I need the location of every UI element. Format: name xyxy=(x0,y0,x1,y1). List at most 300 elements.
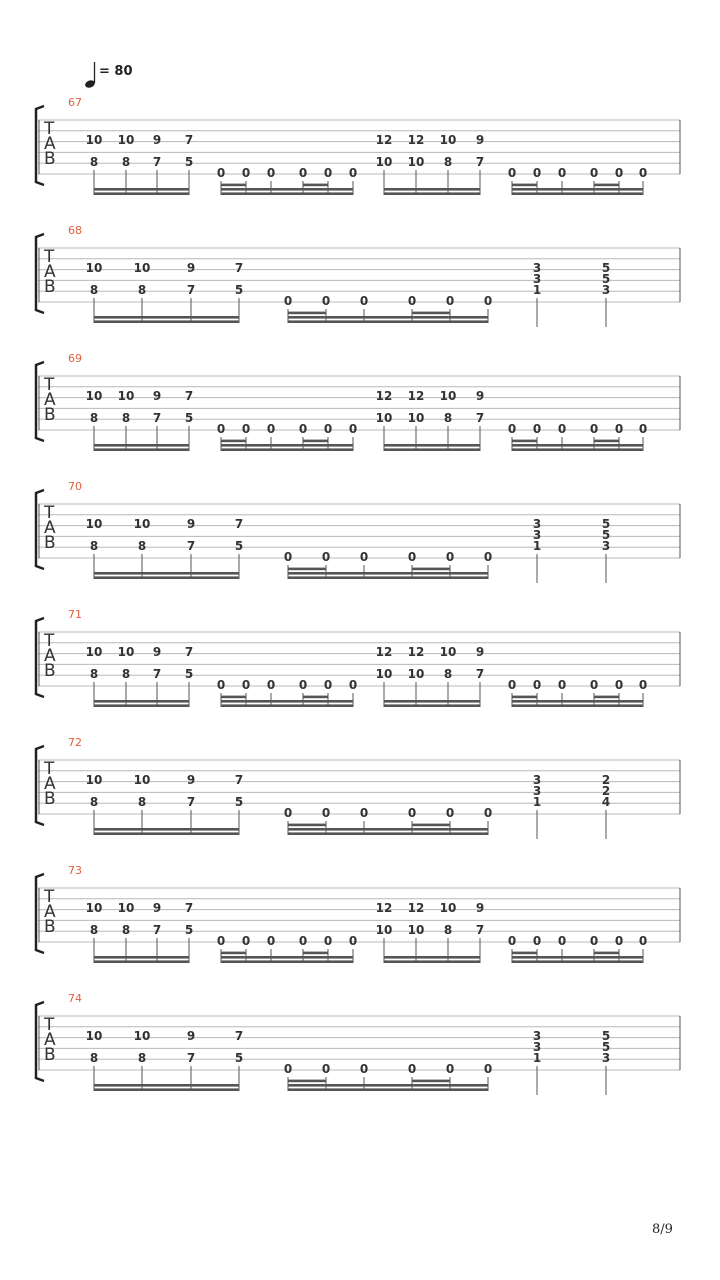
fret-number: 10 xyxy=(375,155,393,169)
beam-tertiary xyxy=(512,440,537,443)
tab-clef-letter: B xyxy=(44,405,56,425)
fret-number: 9 xyxy=(186,1029,196,1043)
beam-secondary xyxy=(221,956,353,959)
fret-number: 9 xyxy=(186,773,196,787)
fret-number: 0 xyxy=(321,1062,331,1076)
fret-number: 10 xyxy=(117,133,135,147)
fret-number: 0 xyxy=(216,678,226,692)
fret-number: 10 xyxy=(85,901,103,915)
fret-number: 10 xyxy=(85,389,103,403)
beam-primary xyxy=(512,960,643,963)
beam-secondary xyxy=(94,700,189,703)
fret-number: 9 xyxy=(475,645,485,659)
beam-primary xyxy=(384,448,480,451)
fret-number: 5 xyxy=(234,795,244,809)
fret-number: 9 xyxy=(186,261,196,275)
fret-number: 0 xyxy=(283,1062,293,1076)
beam-tertiary xyxy=(412,824,450,827)
chord-fret-number: 5 xyxy=(601,1040,611,1054)
beam-secondary xyxy=(94,572,239,575)
chord-fret-number: 3 xyxy=(532,1029,542,1043)
tab-system-68 xyxy=(36,224,680,327)
tab-clef-letter: T xyxy=(44,759,55,779)
fret-number: 0 xyxy=(283,806,293,820)
fret-number: 0 xyxy=(638,934,648,948)
fret-number: 8 xyxy=(443,923,453,937)
fret-number: 7 xyxy=(152,923,162,937)
beam-tertiary xyxy=(288,824,326,827)
system-bracket xyxy=(36,234,44,313)
fret-number: 5 xyxy=(234,539,244,553)
fret-number: 7 xyxy=(184,133,194,147)
fret-number: 0 xyxy=(507,422,517,436)
fret-number: 0 xyxy=(445,550,455,564)
fret-number: 9 xyxy=(475,389,485,403)
beam-secondary xyxy=(512,444,643,447)
tab-system-74 xyxy=(36,992,680,1095)
fret-number: 10 xyxy=(133,773,151,787)
chord-fret-number: 3 xyxy=(532,272,542,286)
beam-tertiary xyxy=(412,312,450,315)
fret-number: 10 xyxy=(375,923,393,937)
beam-secondary xyxy=(94,316,239,319)
system-bracket xyxy=(36,618,44,697)
fret-number: 0 xyxy=(614,422,624,436)
fret-number: 0 xyxy=(507,934,517,948)
tab-clef-letter: T xyxy=(44,503,55,523)
tab-clef-letter: A xyxy=(44,646,56,666)
fret-number: 7 xyxy=(475,411,485,425)
beam-primary xyxy=(512,448,643,451)
fret-number: 0 xyxy=(638,422,648,436)
beam-tertiary xyxy=(221,184,246,187)
chord-fret-number: 3 xyxy=(532,773,542,787)
tab-clef-letter: B xyxy=(44,277,56,297)
beam-tertiary xyxy=(221,440,246,443)
fret-number: 10 xyxy=(85,133,103,147)
fret-number: 0 xyxy=(323,934,333,948)
fret-number: 0 xyxy=(298,422,308,436)
fret-number: 7 xyxy=(152,411,162,425)
tab-clef-letter: B xyxy=(44,149,56,169)
beam-primary xyxy=(288,1088,488,1091)
tempo-value: = 80 xyxy=(99,64,133,79)
chord-fret-number: 1 xyxy=(532,539,542,553)
fret-number: 0 xyxy=(348,678,358,692)
fret-number: 12 xyxy=(375,901,393,915)
fret-number: 0 xyxy=(216,166,226,180)
fret-number: 8 xyxy=(443,411,453,425)
fret-number: 0 xyxy=(283,550,293,564)
tab-clef-letter: T xyxy=(44,1015,55,1035)
fret-number: 0 xyxy=(483,806,493,820)
beam-primary xyxy=(288,320,488,323)
fret-number: 0 xyxy=(445,806,455,820)
fret-number: 0 xyxy=(445,1062,455,1076)
fret-number: 0 xyxy=(614,166,624,180)
fret-number: 8 xyxy=(89,539,99,553)
beam-secondary xyxy=(512,188,643,191)
beam-tertiary xyxy=(303,952,328,955)
beam-tertiary xyxy=(288,312,326,315)
fret-number: 10 xyxy=(407,411,425,425)
fret-number: 10 xyxy=(133,1029,151,1043)
beam-tertiary xyxy=(412,568,450,571)
fret-number: 0 xyxy=(266,678,276,692)
beam-tertiary xyxy=(594,696,619,699)
fret-number: 8 xyxy=(89,923,99,937)
fret-number: 8 xyxy=(89,1051,99,1065)
fret-number: 0 xyxy=(614,678,624,692)
tab-system-70 xyxy=(36,480,680,583)
fret-number: 8 xyxy=(137,795,147,809)
measure-number: 69 xyxy=(68,352,82,365)
beam-secondary xyxy=(384,700,480,703)
beam-secondary xyxy=(384,956,480,959)
chord-fret-number: 1 xyxy=(532,283,542,297)
fret-number: 0 xyxy=(557,166,567,180)
fret-number: 0 xyxy=(507,166,517,180)
tab-clef-letter: T xyxy=(44,247,55,267)
beam-tertiary xyxy=(512,184,537,187)
fret-number: 10 xyxy=(85,517,103,531)
page-number: 8/9 xyxy=(652,1222,673,1237)
beam-tertiary xyxy=(303,696,328,699)
beam-tertiary xyxy=(594,184,619,187)
fret-number: 0 xyxy=(407,806,417,820)
beam-primary xyxy=(221,960,353,963)
fret-number: 0 xyxy=(638,166,648,180)
beam-secondary xyxy=(288,828,488,831)
measure-number: 70 xyxy=(68,480,82,493)
fret-number: 0 xyxy=(348,422,358,436)
fret-number: 0 xyxy=(407,550,417,564)
fret-number: 0 xyxy=(359,294,369,308)
fret-number: 10 xyxy=(439,901,457,915)
fret-number: 10 xyxy=(407,155,425,169)
tab-clef-letter: A xyxy=(44,390,56,410)
beam-primary xyxy=(512,192,643,195)
chord-fret-number: 5 xyxy=(601,517,611,531)
fret-number: 0 xyxy=(241,678,251,692)
fret-number: 8 xyxy=(121,923,131,937)
fret-number: 7 xyxy=(184,645,194,659)
fret-number: 0 xyxy=(321,806,331,820)
fret-number: 0 xyxy=(445,294,455,308)
fret-number: 5 xyxy=(184,155,194,169)
beam-secondary xyxy=(221,700,353,703)
beam-tertiary xyxy=(412,1080,450,1083)
fret-number: 7 xyxy=(184,901,194,915)
measure-number: 74 xyxy=(68,992,82,1005)
system-bracket xyxy=(36,746,44,825)
fret-number: 10 xyxy=(133,517,151,531)
fret-number: 0 xyxy=(589,678,599,692)
fret-number: 7 xyxy=(186,1051,196,1065)
beam-primary xyxy=(288,576,488,579)
tab-systems xyxy=(36,96,680,1095)
beam-tertiary xyxy=(512,952,537,955)
fret-number: 10 xyxy=(117,389,135,403)
fret-number: 0 xyxy=(532,166,542,180)
chord-fret-number: 1 xyxy=(532,1051,542,1065)
chord-fret-number: 1 xyxy=(532,795,542,809)
fret-number: 12 xyxy=(407,901,425,915)
chord-fret-number: 5 xyxy=(601,272,611,286)
beam-tertiary xyxy=(594,440,619,443)
fret-number: 7 xyxy=(152,155,162,169)
tab-system-71 xyxy=(36,608,680,707)
fret-number: 0 xyxy=(483,550,493,564)
fret-number: 10 xyxy=(375,411,393,425)
fret-number: 8 xyxy=(89,283,99,297)
fret-number: 5 xyxy=(184,411,194,425)
fret-number: 8 xyxy=(89,155,99,169)
measure-number: 67 xyxy=(68,96,82,109)
beam-tertiary xyxy=(303,184,328,187)
fret-number: 5 xyxy=(184,667,194,681)
fret-number: 0 xyxy=(359,550,369,564)
tab-clef-letter: B xyxy=(44,917,56,937)
fret-number: 10 xyxy=(85,773,103,787)
tab-clef-letter: T xyxy=(44,375,55,395)
measure-number: 73 xyxy=(68,864,82,877)
fret-number: 7 xyxy=(152,667,162,681)
chord-fret-number: 2 xyxy=(601,773,611,787)
fret-number: 0 xyxy=(348,934,358,948)
chord-fret-number: 3 xyxy=(601,539,611,553)
fret-number: 10 xyxy=(439,645,457,659)
fret-number: 12 xyxy=(407,389,425,403)
fret-number: 8 xyxy=(89,411,99,425)
beam-primary xyxy=(221,704,353,707)
tab-system-73 xyxy=(36,864,680,963)
fret-number: 12 xyxy=(375,133,393,147)
fret-number: 0 xyxy=(298,934,308,948)
fret-number: 0 xyxy=(638,678,648,692)
fret-number: 5 xyxy=(184,923,194,937)
beam-primary xyxy=(94,320,239,323)
fret-number: 8 xyxy=(121,667,131,681)
fret-number: 0 xyxy=(266,934,276,948)
chord-fret-number: 4 xyxy=(601,795,611,809)
fret-number: 7 xyxy=(184,389,194,403)
beam-tertiary xyxy=(303,440,328,443)
fret-number: 0 xyxy=(323,678,333,692)
tab-system-67 xyxy=(36,96,680,195)
beam-tertiary xyxy=(288,568,326,571)
fret-number: 0 xyxy=(323,166,333,180)
beam-secondary xyxy=(384,188,480,191)
tab-clef-letter: A xyxy=(44,774,56,794)
fret-number: 0 xyxy=(298,678,308,692)
chord-fret-number: 5 xyxy=(601,261,611,275)
beam-primary xyxy=(94,832,239,835)
beam-primary xyxy=(288,832,488,835)
fret-number: 0 xyxy=(507,678,517,692)
fret-number: 10 xyxy=(407,923,425,937)
beam-tertiary xyxy=(512,696,537,699)
beam-tertiary xyxy=(594,952,619,955)
fret-number: 8 xyxy=(137,283,147,297)
fret-number: 7 xyxy=(475,155,485,169)
fret-number: 12 xyxy=(407,133,425,147)
fret-number: 8 xyxy=(443,667,453,681)
beam-secondary xyxy=(94,444,189,447)
chord-fret-number: 3 xyxy=(532,1040,542,1054)
fret-number: 8 xyxy=(89,795,99,809)
beam-primary xyxy=(94,448,189,451)
system-bracket xyxy=(36,106,44,185)
fret-number: 7 xyxy=(234,773,244,787)
fret-number: 0 xyxy=(532,422,542,436)
beam-secondary xyxy=(94,828,239,831)
fret-number: 0 xyxy=(614,934,624,948)
fret-number: 0 xyxy=(589,934,599,948)
beam-primary xyxy=(221,192,353,195)
tab-clef-letter: B xyxy=(44,533,56,553)
fret-number: 9 xyxy=(152,389,162,403)
fret-number: 7 xyxy=(234,1029,244,1043)
measure-number: 72 xyxy=(68,736,82,749)
system-bracket xyxy=(36,874,44,953)
fret-number: 8 xyxy=(137,539,147,553)
fret-number: 5 xyxy=(234,283,244,297)
chord-fret-number: 3 xyxy=(532,261,542,275)
fret-number: 12 xyxy=(375,645,393,659)
fret-number: 0 xyxy=(483,294,493,308)
chord-fret-number: 3 xyxy=(601,1051,611,1065)
fret-number: 10 xyxy=(375,667,393,681)
beam-tertiary xyxy=(221,696,246,699)
fret-number: 10 xyxy=(117,645,135,659)
tab-clef-letter: T xyxy=(44,119,55,139)
fret-number: 10 xyxy=(85,1029,103,1043)
beam-primary xyxy=(384,192,480,195)
beam-primary xyxy=(221,448,353,451)
fret-number: 9 xyxy=(475,901,485,915)
fret-number: 0 xyxy=(241,934,251,948)
fret-number: 9 xyxy=(152,901,162,915)
beam-secondary xyxy=(288,572,488,575)
tab-clef-letter: B xyxy=(44,1045,56,1065)
tab-clef-letter: T xyxy=(44,887,55,907)
fret-number: 9 xyxy=(186,517,196,531)
fret-number: 10 xyxy=(439,389,457,403)
beam-primary xyxy=(512,704,643,707)
fret-number: 7 xyxy=(186,795,196,809)
system-bracket xyxy=(36,1002,44,1081)
fret-number: 7 xyxy=(234,517,244,531)
tab-clef-letter: A xyxy=(44,518,56,538)
fret-number: 0 xyxy=(407,294,417,308)
fret-number: 0 xyxy=(216,934,226,948)
beam-secondary xyxy=(221,444,353,447)
fret-number: 8 xyxy=(137,1051,147,1065)
fret-number: 0 xyxy=(321,294,331,308)
fret-number: 0 xyxy=(266,166,276,180)
fret-number: 0 xyxy=(241,422,251,436)
measure-number: 68 xyxy=(68,224,82,237)
beam-tertiary xyxy=(221,952,246,955)
beam-primary xyxy=(94,704,189,707)
tab-system-69 xyxy=(36,352,680,451)
beam-secondary xyxy=(512,700,643,703)
fret-number: 0 xyxy=(216,422,226,436)
fret-number: 8 xyxy=(443,155,453,169)
beam-primary xyxy=(94,576,239,579)
fret-number: 12 xyxy=(375,389,393,403)
fret-number: 10 xyxy=(85,645,103,659)
fret-number: 0 xyxy=(241,166,251,180)
tab-clef-letter: A xyxy=(44,1030,56,1050)
beam-secondary xyxy=(288,1084,488,1087)
beam-primary xyxy=(94,192,189,195)
fret-number: 0 xyxy=(266,422,276,436)
beam-primary xyxy=(94,960,189,963)
fret-number: 10 xyxy=(117,901,135,915)
fret-number: 0 xyxy=(407,1062,417,1076)
chord-fret-number: 2 xyxy=(601,784,611,798)
tempo-marking xyxy=(84,62,132,89)
fret-number: 9 xyxy=(475,133,485,147)
fret-number: 8 xyxy=(121,155,131,169)
beam-primary xyxy=(384,704,480,707)
quarter-note-icon xyxy=(84,62,96,89)
tab-clef-letter: A xyxy=(44,134,56,154)
fret-number: 0 xyxy=(359,1062,369,1076)
beam-primary xyxy=(94,1088,239,1091)
tab-clef-letter: B xyxy=(44,789,56,809)
system-bracket xyxy=(36,362,44,441)
system-bracket xyxy=(36,490,44,569)
fret-number: 7 xyxy=(186,283,196,297)
fret-number: 10 xyxy=(439,133,457,147)
chord-fret-number: 5 xyxy=(601,528,611,542)
fret-number: 10 xyxy=(85,261,103,275)
fret-number: 0 xyxy=(283,294,293,308)
tab-clef-letter: B xyxy=(44,661,56,681)
beam-secondary xyxy=(94,188,189,191)
fret-number: 0 xyxy=(348,166,358,180)
beam-secondary xyxy=(94,956,189,959)
chord-fret-number: 3 xyxy=(532,517,542,531)
fret-number: 9 xyxy=(152,645,162,659)
fret-number: 7 xyxy=(234,261,244,275)
fret-number: 0 xyxy=(298,166,308,180)
fret-number: 0 xyxy=(589,166,599,180)
tab-system-72 xyxy=(36,736,680,839)
beam-secondary xyxy=(288,316,488,319)
fret-number: 10 xyxy=(407,667,425,681)
fret-number: 8 xyxy=(121,411,131,425)
fret-number: 0 xyxy=(321,550,331,564)
fret-number: 0 xyxy=(323,422,333,436)
fret-number: 7 xyxy=(186,539,196,553)
tab-clef-letter: A xyxy=(44,262,56,282)
chord-fret-number: 3 xyxy=(532,784,542,798)
fret-number: 0 xyxy=(359,806,369,820)
beam-primary xyxy=(384,960,480,963)
chord-fret-number: 5 xyxy=(601,1029,611,1043)
measure-number: 71 xyxy=(68,608,82,621)
fret-number: 0 xyxy=(589,422,599,436)
fret-number: 12 xyxy=(407,645,425,659)
fret-number: 7 xyxy=(475,667,485,681)
fret-number: 9 xyxy=(152,133,162,147)
fret-number: 8 xyxy=(89,667,99,681)
beam-secondary xyxy=(94,1084,239,1087)
